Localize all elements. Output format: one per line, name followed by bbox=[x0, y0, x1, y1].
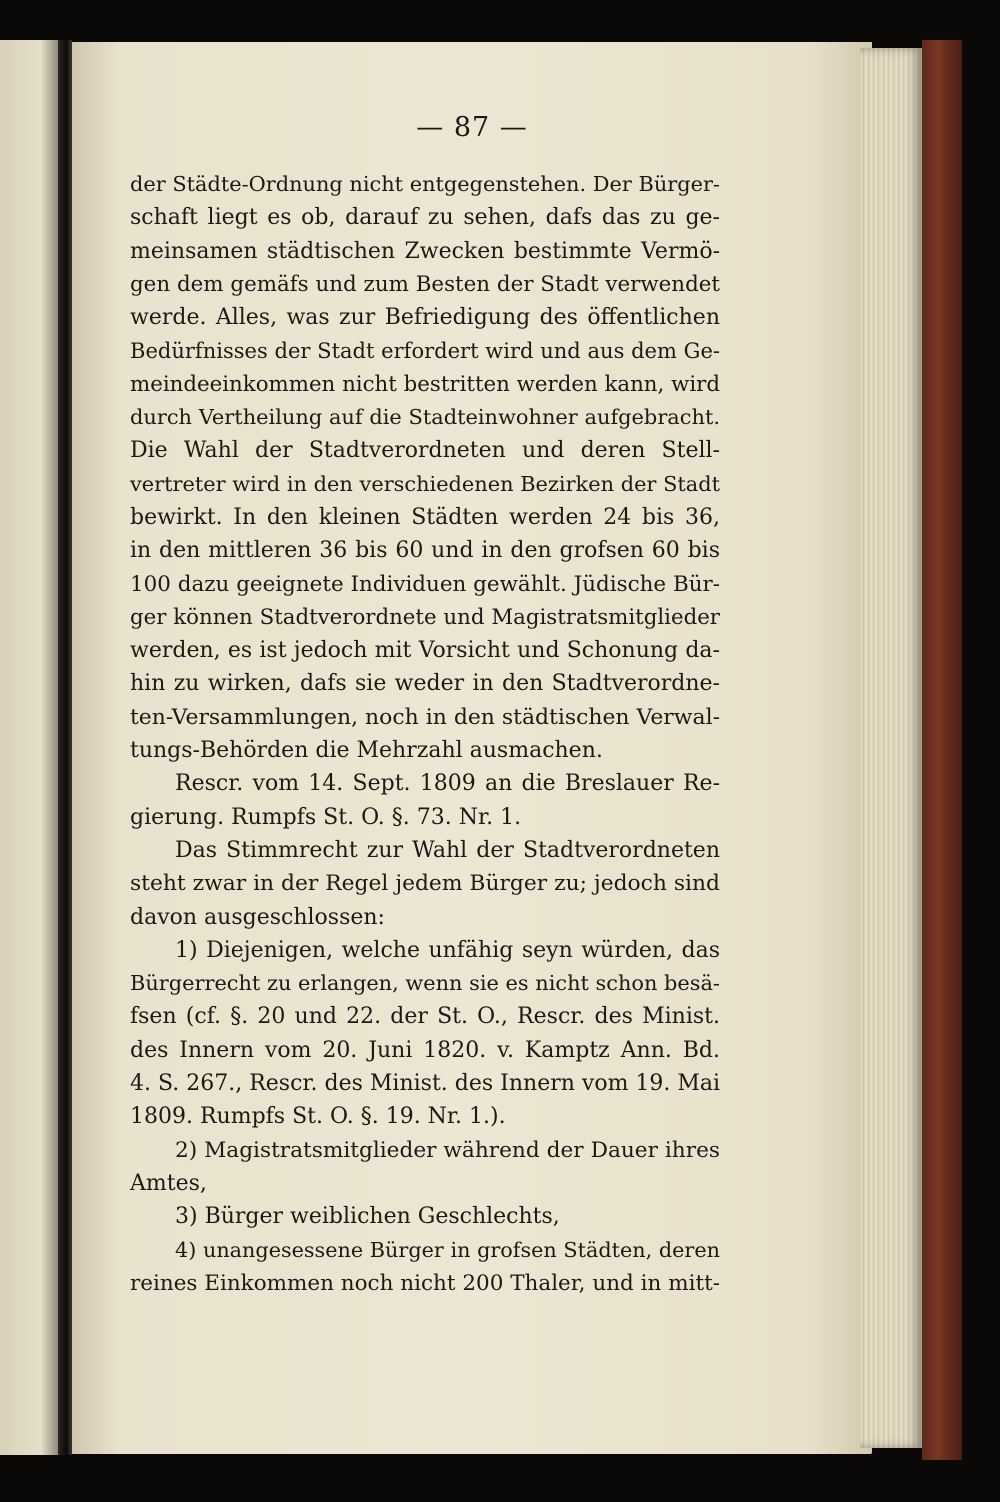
body-text bbox=[130, 168, 720, 1300]
text-line: gen dem gemäfs und zum Besten der Stadt verwendet bbox=[130, 271, 720, 297]
text-line: 4) unangesessene Bürger in grofsen Städten, deren bbox=[175, 1237, 720, 1262]
text-line: meinsamen städtischen Zwecken bestimmte Vermö- bbox=[130, 238, 720, 264]
text-line: schaft liegt es ob, darauf zu sehen, dafs das zu ge- bbox=[130, 205, 720, 231]
book-cover-edge bbox=[922, 40, 962, 1460]
page-stack-edge bbox=[860, 48, 922, 1448]
text-line: ger können Stadtverordnete und Magistratsmitglieder bbox=[130, 604, 720, 630]
text-line: in den mittleren 36 bis 60 und in den grofsen 60 bis bbox=[130, 538, 720, 564]
text-line: Amtes, bbox=[130, 1170, 207, 1196]
text-line: 3) Bürger weiblichen Geschlechts, bbox=[175, 1204, 560, 1230]
text-line: 2) Magistratsmitglieder während der Dauer ihres bbox=[175, 1137, 720, 1163]
text-line: des Innern vom 20. Juni 1820. v. Kamptz Ann. Bd. bbox=[130, 1037, 720, 1063]
left-page-edge bbox=[0, 40, 58, 1455]
text-line: 4. S. 267., Rescr. des Minist. des Innern vom 19. Mai bbox=[130, 1071, 721, 1097]
text-line: 1809. Rumpfs St. O. §. 19. Nr. 1.). bbox=[130, 1104, 506, 1130]
text-line: reines Einkommen noch nicht 200 Thaler, und in mitt- bbox=[130, 1270, 720, 1296]
text-line: ten-Versammlungen, noch in den städtischen Verwal- bbox=[130, 704, 720, 730]
text-line: gierung. Rumpfs St. O. §. 73. Nr. 1. bbox=[130, 804, 522, 830]
text-line: meindeeinkommen nicht bestritten werden kann, wird bbox=[130, 371, 720, 397]
text-line: Bürgerrecht zu erlangen, wenn sie es nicht schon besä- bbox=[130, 971, 720, 996]
text-line: Bedürfnisses der Stadt erfordert wird und aus dem Ge- bbox=[130, 338, 720, 364]
text-line: fsen (cf. §. 20 und 22. der St. O., Rescr. des Minist. bbox=[130, 1004, 720, 1030]
text-line: hin zu wirken, dafs sie weder in den Stadtverordne- bbox=[130, 671, 720, 697]
page-number: — 87 — bbox=[416, 112, 528, 143]
text-line: werden, es ist jedoch mit Vorsicht und Schonung da- bbox=[130, 638, 720, 664]
text-line: vertreter wird in den verschiedenen Bezirken der Stadt bbox=[130, 471, 720, 496]
text-line: werde. Alles, was zur Befriedigung des öffentlichen bbox=[130, 305, 720, 331]
text-line: bewirkt. In den kleinen Städten werden 24 bis 36, bbox=[130, 504, 720, 530]
text-line: steht zwar in der Regel jedem Bürger zu; jedoch sind bbox=[130, 871, 720, 897]
book-gutter bbox=[58, 40, 72, 1455]
text-line: 1) Diejenigen, welche unfähig seyn würden, das bbox=[175, 937, 720, 963]
text-line: 100 dazu geeignete Individuen gewählt. Jüdische Bür- bbox=[130, 571, 720, 597]
text-line: tungs-Behörden die Mehrzahl ausmachen. bbox=[130, 738, 603, 764]
text-line: durch Vertheilung auf die Stadteinwohner aufgebracht. bbox=[130, 405, 720, 430]
text-line: Die Wahl der Stadtverordneten und deren Stell- bbox=[130, 438, 720, 464]
text-line: Rescr. vom 14. Sept. 1809 an die Breslauer Re- bbox=[175, 771, 720, 797]
text-line: Das Stimmrecht zur Wahl der Stadtverordneten bbox=[175, 837, 720, 863]
text-line: davon ausgeschlossen: bbox=[130, 904, 385, 930]
text-line: der Städte-Ordnung nicht entgegenstehen. Der Bürger- bbox=[130, 172, 720, 196]
